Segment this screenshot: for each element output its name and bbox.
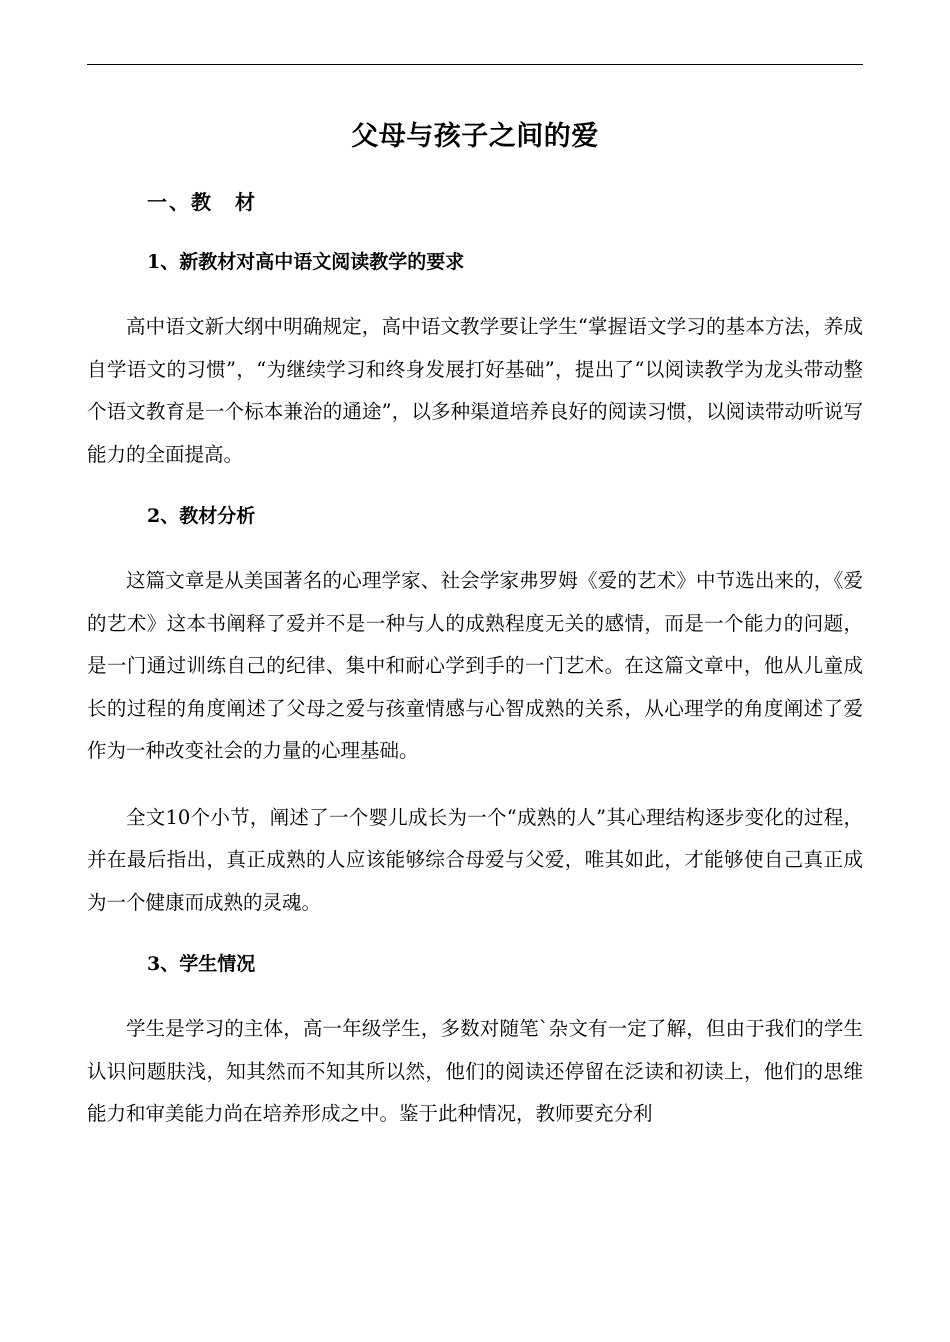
subsection-heading-student-situation: 3、学生情况 — [147, 953, 256, 975]
document-title: 父母与孩子之间的爱 — [351, 121, 599, 152]
paragraph-material-analysis: 这篇文章是从美国著名的心理学家、社会学家弗罗姆《爱的艺术》中节选出来的，《爱的艺术》这本书阐释了爱并不是一种与人的成熟程度无关的感情，而是一个能力的问题，是一门通过训练自己的纪律、集中和耐心学到手的一门艺术。在这篇文章中，他从儿童成长的过程的角度阐述了父母之爱与孩童情感与心智成熟的关系，从心理学的角度阐述了爱作为一种改变社会的力量的心理基础。 — [87, 569, 863, 762]
header-rule — [87, 64, 863, 65]
document-body — [87, 112, 863, 1136]
paragraph-requirements: 高中语文新大纲中明确规定，高中语文教学要让学生“掌握语文学习的基本方法，养成自学语文的习惯”，“为继续学习和终身发展打好基础”，提出了“以阅读教学为龙头带动整个语文教育是一个标本兼治的通途”，以多种渠道培养良好的阅读习惯，以阅读带动听说写能力的全面提高。 — [87, 315, 863, 466]
subsection-heading-material-analysis: 2、教材分析 — [147, 505, 256, 527]
paragraph-student-situation: 学生是学习的主体，高一年级学生，多数对随笔`杂文有一定了解，但由于我们的学生认识问题肤浅，知其然而不知其所以然，他们的阅读还停留在泛读和初读上，他们的思维能力和审美能力尚在培养形成之中。鉴于此种情况，教师要充分利 — [87, 1017, 863, 1125]
subsection-heading-requirements: 1、新教材对高中语文阅读教学的要求 — [147, 251, 465, 273]
paragraph-structure-summary: 全文10个小节，阐述了一个婴儿成长为一个“成熟的人”其心理结构逐步变化的过程，并在最后指出，真正成熟的人应该能够综合母爱与父爱，唯其如此，才能够使自己真正成为一个健康而成熟的灵魂。 — [87, 805, 863, 914]
section-heading-teaching-material: 一、教 材 — [147, 190, 257, 214]
